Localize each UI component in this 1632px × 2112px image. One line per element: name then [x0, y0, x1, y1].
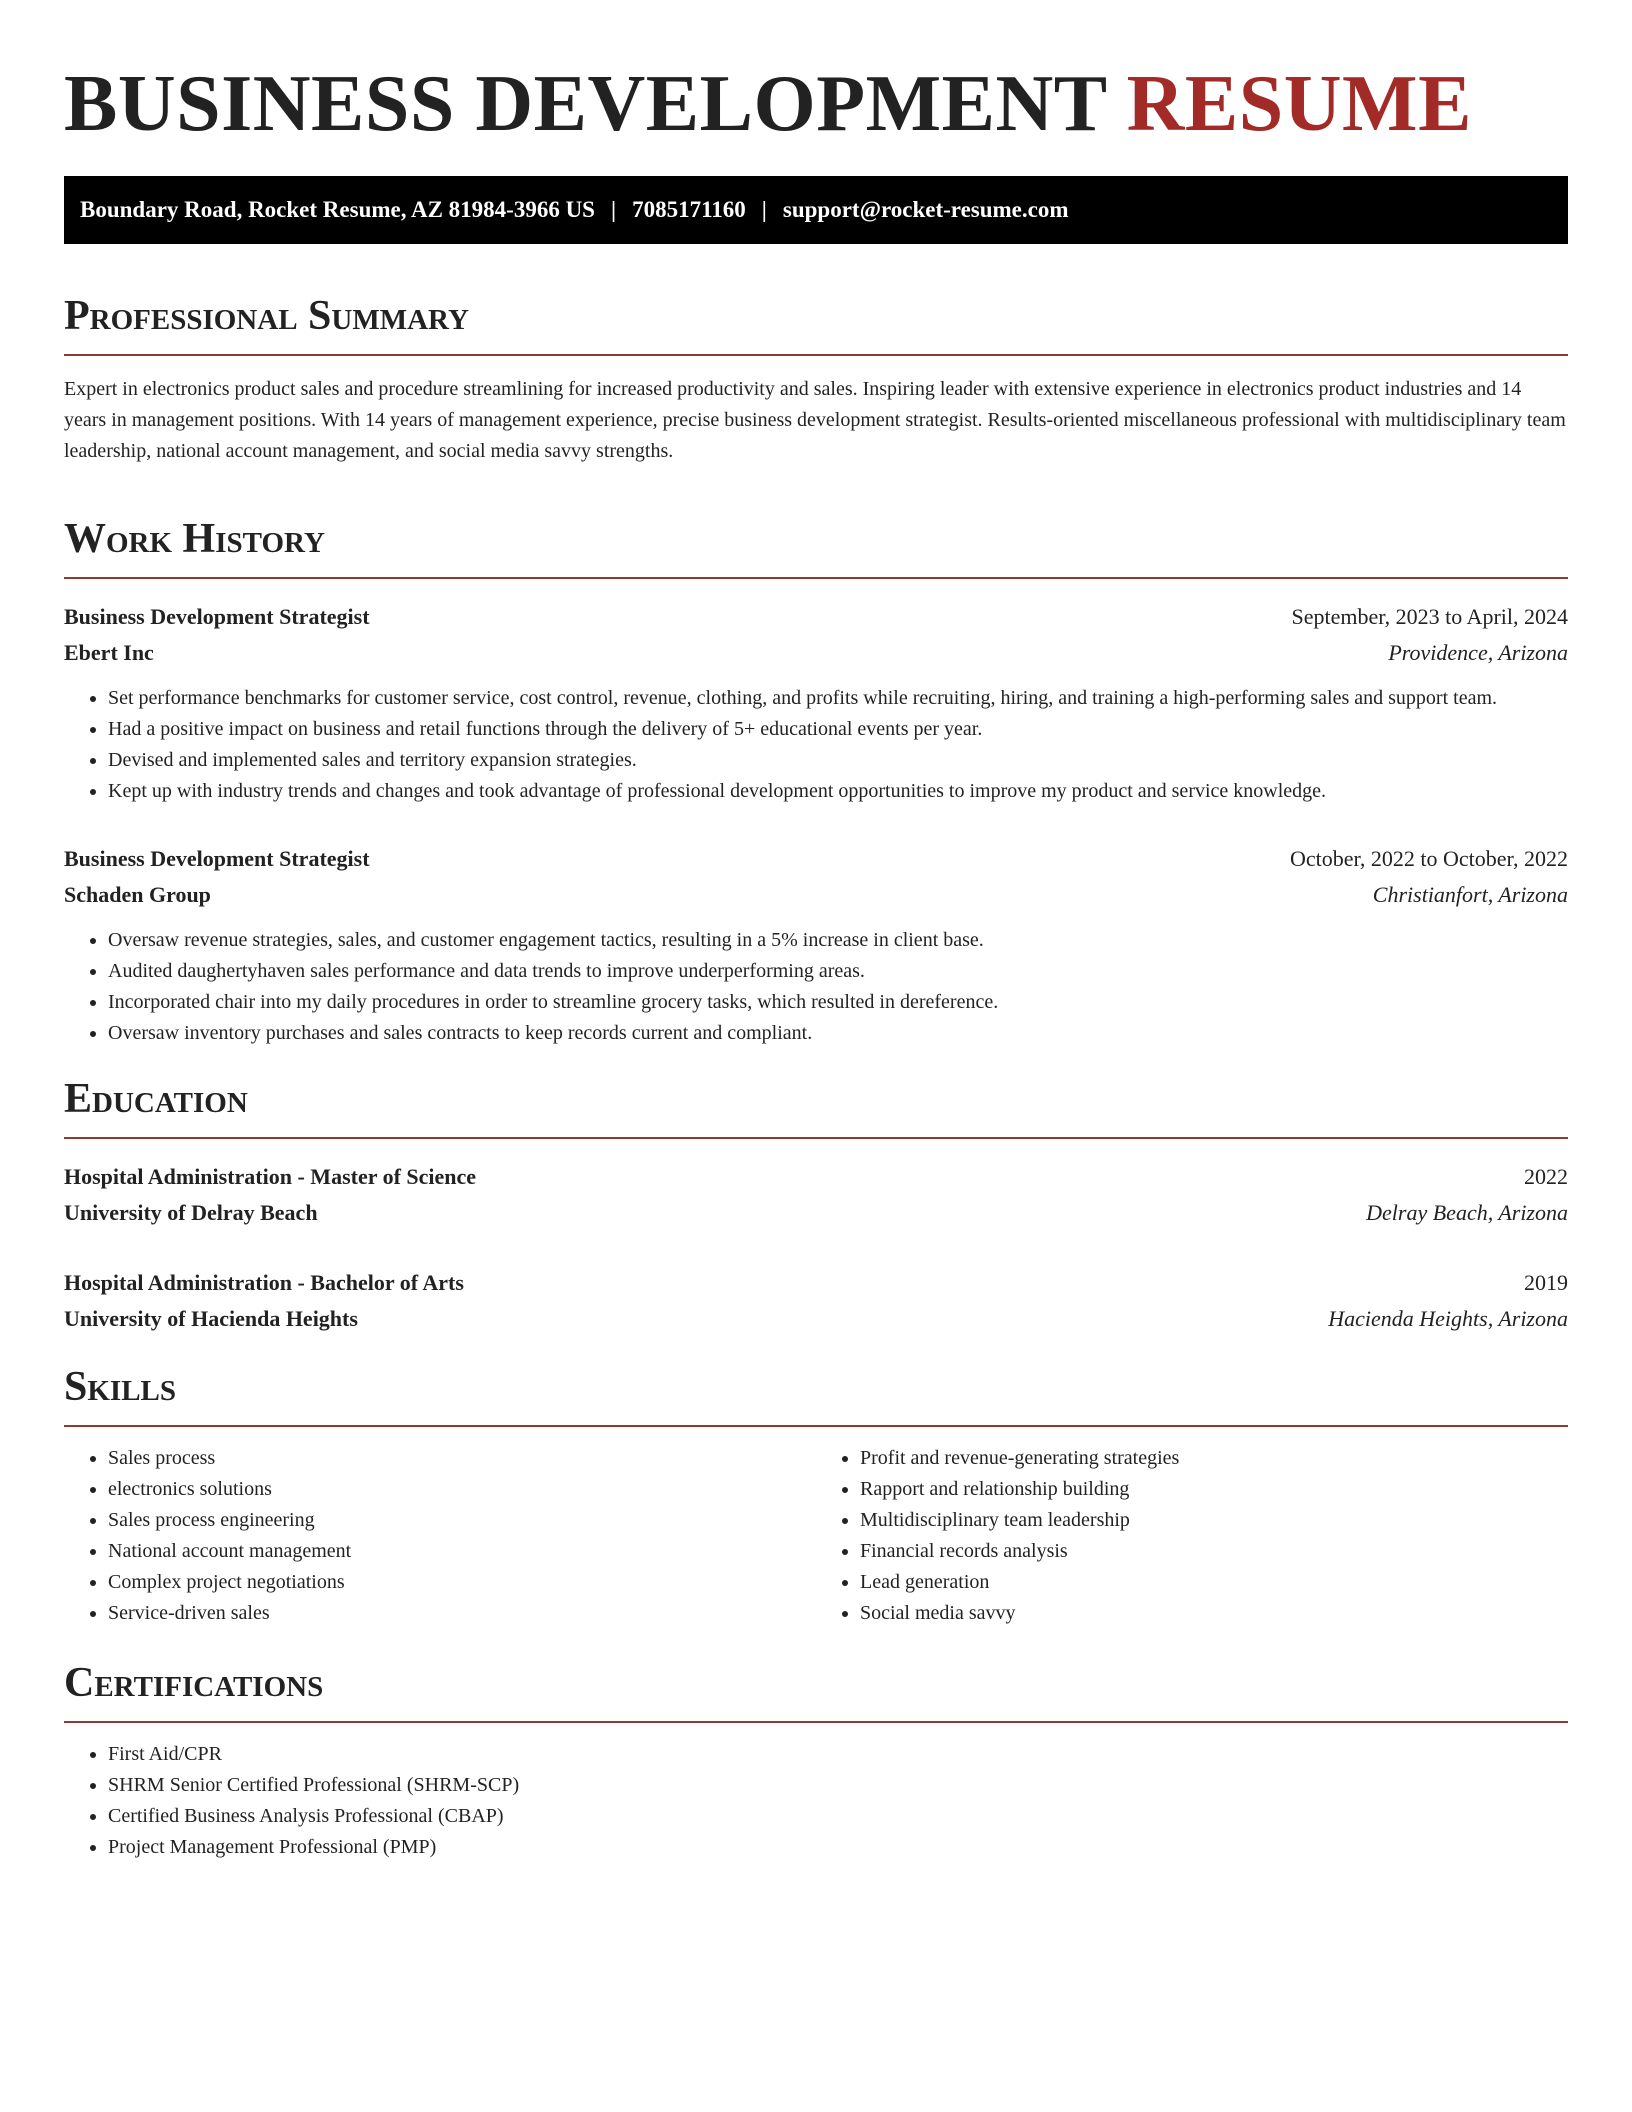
job-location: Christianfort, Arizona	[1372, 882, 1568, 907]
skills-columns	[64, 1443, 1568, 1629]
summary-section	[64, 290, 1568, 467]
job-bullets	[64, 925, 1568, 1049]
education-section	[64, 1073, 1568, 1337]
skill-item: • electronics solutions	[108, 1474, 816, 1505]
skill-item: • Multidisciplinary team leadership	[860, 1505, 1568, 1536]
job-bullet: • Audited daughertyhaven sales performance and data trends to improve underperforming areas.	[108, 956, 1568, 987]
job-bullet: • Incorporated chair into my daily procedures in order to streamline grocery tasks, which resulted in dereference.	[108, 987, 1568, 1018]
skills-list-left	[64, 1443, 816, 1629]
work-history-heading: Work History	[64, 516, 325, 562]
job-bullet: • Set performance benchmarks for customer service, cost control, revenue, clothing, and profits while recruiting, hiring, and training a high-performing sales and support team.	[108, 683, 1568, 714]
work-history-section	[64, 513, 1568, 1049]
contact-bar	[64, 176, 1568, 244]
education-year: 2022	[1524, 1164, 1568, 1189]
education-entry	[64, 1265, 1568, 1337]
job-bullets	[64, 683, 1568, 807]
certifications-section	[64, 1657, 1568, 1863]
education-degree: Hospital Administration - Master of Science	[64, 1164, 477, 1189]
skill-item: • Sales process	[108, 1443, 816, 1474]
summary-heading: Professional Summary	[64, 293, 469, 339]
job-entry	[64, 599, 1568, 807]
job-company: Ebert Inc	[64, 640, 154, 665]
skill-item: • Rapport and relationship building	[860, 1474, 1568, 1505]
job-bullet: • Kept up with industry trends and changes and took advantage of professional development opportunities to improve my product and service knowledge.	[108, 776, 1568, 807]
certification-item: • SHRM Senior Certified Professional (SHRM-SCP)	[108, 1770, 1568, 1801]
job-company: Schaden Group	[64, 882, 211, 907]
education-location: Hacienda Heights, Arizona	[1328, 1306, 1568, 1331]
skill-item: • Sales process engineering	[108, 1505, 816, 1536]
section-divider	[64, 577, 1568, 579]
contact-phone: 7085171160	[632, 197, 746, 222]
section-divider	[64, 1721, 1568, 1723]
skill-item: • Service-driven sales	[108, 1598, 816, 1629]
skill-item: • Lead generation	[860, 1567, 1568, 1598]
job-dates: September, 2023 to April, 2024	[1291, 604, 1568, 629]
skill-item: • National account management	[108, 1536, 816, 1567]
skill-item: • Social media savvy	[860, 1598, 1568, 1629]
certifications-heading: Certifications	[64, 1660, 324, 1706]
title-accent: RESUME	[1126, 60, 1472, 148]
job-bullet: • Oversaw revenue strategies, sales, and customer engagement tactics, resulting in a 5% increase in client base.	[108, 925, 1568, 956]
education-heading: Education	[64, 1076, 248, 1122]
certification-item: • Project Management Professional (PMP)	[108, 1832, 1568, 1863]
certifications-list	[64, 1739, 1568, 1863]
section-divider	[64, 1137, 1568, 1139]
education-school: University of Hacienda Heights	[64, 1306, 358, 1331]
job-entry	[64, 841, 1568, 1049]
contact-separator: |	[761, 197, 767, 222]
contact-separator: |	[610, 197, 617, 222]
job-dates: October, 2022 to October, 2022	[1289, 846, 1568, 871]
resume-title	[64, 54, 1568, 154]
certification-item: • Certified Business Analysis Professional (CBAP)	[108, 1801, 1568, 1832]
skill-item: • Profit and revenue-generating strategies	[860, 1443, 1568, 1474]
summary-text: Expert in electronics product sales and procedure streamlining for increased productivity and sales. Inspiring leader with extensive experience in electronics product industries and 14 years in management positions. With 14 years of management experience, precise business development strategist. Results-oriented miscellaneous professional with multidisciplinary team leadership, national account management, and social media savvy strengths.	[64, 378, 1566, 462]
education-school: University of Delray Beach	[64, 1200, 318, 1225]
certification-item: • First Aid/CPR	[108, 1739, 1568, 1770]
education-entry	[64, 1159, 1568, 1231]
education-year: 2019	[1524, 1270, 1568, 1295]
title-main: BUSINESS DEVELOPMENT	[64, 60, 1107, 148]
skills-heading: Skills	[64, 1364, 177, 1410]
section-divider	[64, 1425, 1568, 1427]
job-bullet: • Oversaw inventory purchases and sales contracts to keep records current and compliant.	[108, 1018, 1568, 1049]
skill-item: • Complex project negotiations	[108, 1567, 816, 1598]
education-location: Delray Beach, Arizona	[1366, 1200, 1568, 1225]
skills-list-right	[816, 1443, 1568, 1629]
contact-address: Boundary Road, Rocket Resume, AZ 81984-3966 US	[80, 197, 595, 222]
job-bullet: • Had a positive impact on business and retail functions through the delivery of 5+ educational events per year.	[108, 714, 1568, 745]
job-location: Providence, Arizona	[1388, 640, 1568, 665]
contact-email: support@rocket-resume.com	[782, 197, 1069, 222]
job-title: Business Development Strategist	[64, 846, 370, 871]
skills-section	[64, 1361, 1568, 1629]
job-bullet: • Devised and implemented sales and territory expansion strategies.	[108, 745, 1568, 776]
education-degree: Hospital Administration - Bachelor of Arts	[64, 1270, 464, 1295]
section-divider	[64, 354, 1568, 356]
job-title: Business Development Strategist	[64, 604, 370, 629]
skill-item: • Financial records analysis	[860, 1536, 1568, 1567]
